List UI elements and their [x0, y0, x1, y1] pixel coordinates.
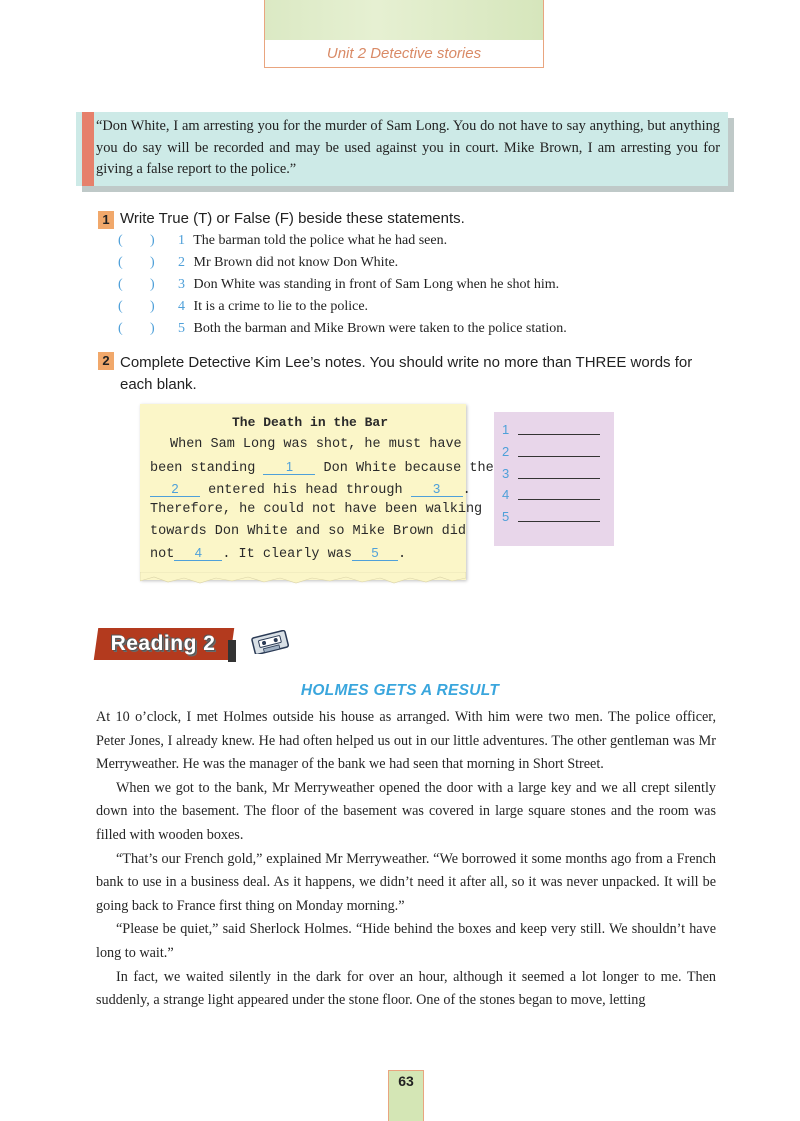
answer-line-1[interactable] — [518, 434, 600, 435]
torn-paper-edge — [140, 572, 466, 586]
answer-number-4: 4 — [502, 487, 510, 502]
page-number: 63 — [398, 1073, 414, 1089]
notes-line-2: been standing 1 Don White because the — [150, 459, 494, 476]
notes-line-4: Therefore, he could not have been walking — [150, 502, 483, 517]
notes-line-6: not 4 . It clearly was 5 . — [150, 545, 407, 562]
blank-3[interactable]: 3 — [411, 481, 463, 497]
reading-label-shadow — [228, 640, 236, 662]
story-title: HOLMES GETS A RESULT — [300, 682, 500, 699]
answer-number-1: 1 — [502, 422, 510, 437]
statement-text: Don White was standing in front of Sam Long when he shot him. — [193, 277, 560, 292]
statement-1: ( ) 1 The barman told the police what he had seen. — [118, 233, 448, 248]
quote-text: “Don White, I am arresting you for the murder of Sam Long. You do not have to say anything, but anything you do say will be recorded and may be used against you in court. Mike Brown, I am arresting you for giving a false report to the police.” — [96, 118, 720, 177]
answer-number-5: 5 — [502, 509, 510, 524]
statement-3: ( ) 3 Don White was standing in front of Sam Long when he shot him. — [118, 277, 560, 292]
cassette-icon — [250, 630, 290, 654]
answer-number-2: 2 — [502, 444, 510, 459]
statement-text: The barman told the police what he had seen. — [193, 233, 448, 248]
exercise-2-title-line1: Complete Detective Kim Lee’s notes. You should write no more than THREE words for — [120, 354, 693, 371]
exercise-2-title-line2: each blank. — [120, 376, 197, 393]
story-body — [96, 706, 716, 1013]
statement-2: ( ) 2 Mr Brown did not know Don White. — [118, 255, 399, 270]
story-paragraph: When we got to the bank, Mr Merryweather opened the door with a large key and we all crept silently down into the basement. The floor of the basement was covered in large square stones and the room was filled with wooden boxes. — [96, 779, 716, 843]
statement-4: ( ) 4 It is a crime to lie to the police. — [118, 299, 369, 314]
reading-label: Reading 2 — [110, 632, 216, 655]
blank-4[interactable]: 4 — [174, 545, 222, 561]
notes-line-1: When Sam Long was shot, he must have — [170, 437, 462, 452]
answer-line-2[interactable] — [518, 456, 600, 457]
header-decoration — [265, 0, 543, 40]
notes-line-3: 2 entered his head through 3 . — [150, 481, 471, 498]
answer-line-5[interactable] — [518, 521, 600, 522]
statement-text: It is a crime to lie to the police. — [193, 299, 369, 314]
unit-header-tab — [264, 0, 544, 68]
quote-accent-bar — [82, 112, 94, 186]
statement-text: Mr Brown did not know Don White. — [193, 255, 399, 270]
answer-box — [494, 412, 614, 546]
exercise-2-number: 2 — [98, 352, 114, 370]
story-paragraph: In fact, we waited silently in the dark for over an hour, although it seemed a lot longer to me. Then suddenly, a strange light appeared under the stone floor. One of the stones began to move, letting — [96, 968, 716, 1009]
exercise-1-title: Write True (T) or False (F) beside these statements. — [120, 210, 465, 227]
exercise-1-number: 1 — [98, 211, 114, 229]
notes-line-5: towards Don White and so Mike Brown did — [150, 524, 466, 539]
statement-text: Both the barman and Mike Brown were taken to the police station. — [193, 321, 567, 336]
notes-heading: The Death in the Bar — [232, 415, 389, 430]
statement-5: ( ) 5 Both the barman and Mike Brown were taken to the police station. — [118, 321, 567, 336]
blank-1[interactable]: 1 — [263, 459, 315, 475]
blank-2[interactable]: 2 — [150, 481, 200, 497]
story-paragraph: “Please be quiet,” said Sherlock Holmes. “Hide behind the boxes and keep very still. We shouldn’t have long to wait.” — [96, 921, 716, 961]
unit-title: Unit 2 Detective stories — [326, 45, 482, 62]
blank-5[interactable]: 5 — [352, 545, 398, 561]
answer-line-3[interactable] — [518, 478, 600, 479]
story-paragraph: “That’s our French gold,” explained Mr Merryweather. “We borrowed it some months ago from a French bank to use in a business deal. As it happens, we didn’t need it after all, so it was never unpacked. It will be going back to France first thing on Monday morning.” — [96, 850, 716, 914]
answer-line-4[interactable] — [518, 499, 600, 500]
answer-number-3: 3 — [502, 466, 510, 481]
story-paragraph: At 10 o’clock, I met Holmes outside his house as arranged. With him were two men. The police officer, Peter Jones, I already knew. He had often helped us out in our little adventures. The other gentleman was Mr Merryweather. He was the manager of the bank we had seen that morning in Short Street. — [96, 709, 716, 773]
